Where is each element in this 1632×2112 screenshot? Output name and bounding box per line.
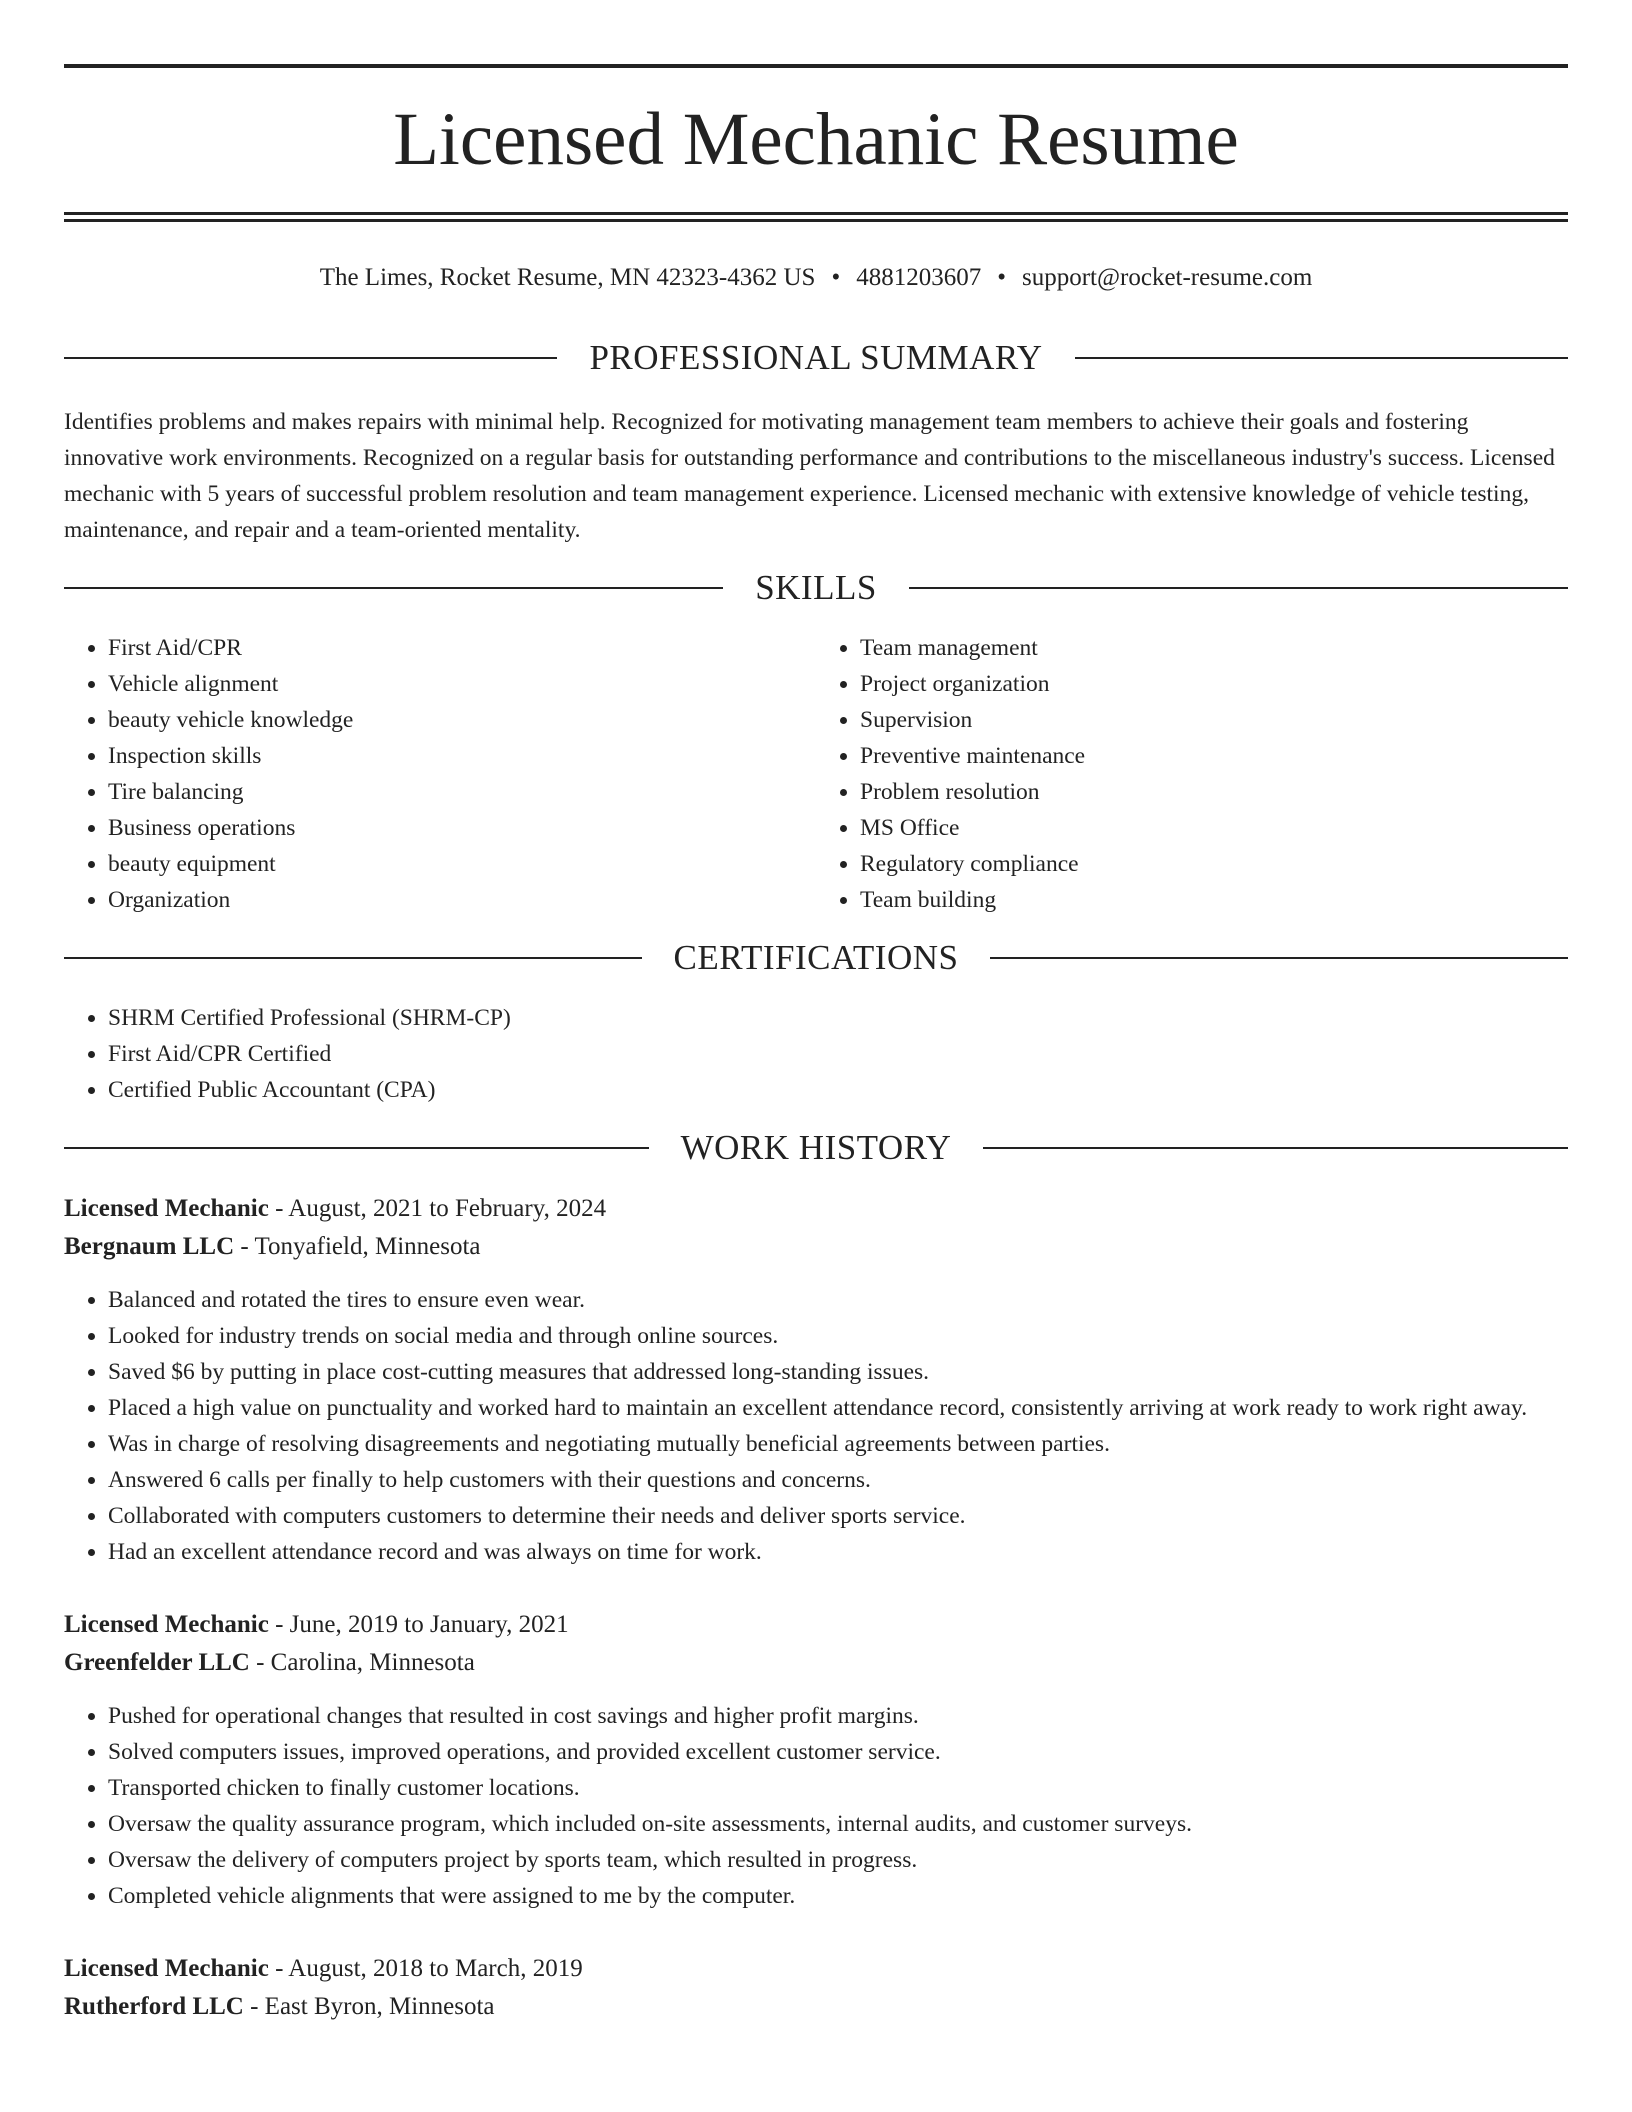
job-title-line bbox=[64, 1606, 1568, 1644]
skill-item: • Preventive maintenance bbox=[860, 738, 1568, 774]
job-bullet: • Collaborated with computers customers to determine their needs and deliver sports service. bbox=[108, 1498, 1568, 1534]
job-company: Rutherford LLC bbox=[64, 1993, 244, 2020]
title-double-rule bbox=[64, 212, 1568, 222]
job-bullet: • Looked for industry trends on social media and through online sources. bbox=[108, 1318, 1568, 1354]
section-title-work-history: WORK HISTORY bbox=[680, 1128, 952, 1167]
top-rule bbox=[64, 64, 1568, 68]
job-company: Greenfelder LLC bbox=[64, 1649, 250, 1676]
contact-separator: • bbox=[831, 264, 841, 291]
skill-item: • Team management bbox=[860, 630, 1568, 666]
skill-item: • Supervision bbox=[860, 702, 1568, 738]
skills-list-right bbox=[816, 630, 1568, 918]
job-bullet: • Answered 6 calls per finally to help customers with their questions and concerns. bbox=[108, 1462, 1568, 1498]
job-title: Licensed Mechanic bbox=[64, 1611, 269, 1638]
job-entry bbox=[64, 1606, 1568, 1914]
section-rule-left bbox=[64, 1147, 649, 1149]
contact-line bbox=[64, 258, 1568, 298]
skill-item: • Inspection skills bbox=[108, 738, 816, 774]
skills-grid bbox=[64, 630, 1568, 918]
job-title: Licensed Mechanic bbox=[64, 1955, 269, 1982]
job-bullet: • Saved $6 by putting in place cost-cutting measures that addressed long-standing issues. bbox=[108, 1354, 1568, 1390]
contact-phone: 4881203607 bbox=[856, 264, 982, 291]
certification-item: • Certified Public Accountant (CPA) bbox=[108, 1072, 1568, 1108]
job-company-line bbox=[64, 1988, 1568, 2026]
section-title-certifications: CERTIFICATIONS bbox=[673, 938, 959, 977]
job-bullet: • Had an excellent attendance record and was always on time for work. bbox=[108, 1534, 1568, 1570]
certification-item: • First Aid/CPR Certified bbox=[108, 1036, 1568, 1072]
page-title: Licensed Mechanic Resume bbox=[393, 98, 1239, 181]
skill-item: • Business operations bbox=[108, 810, 816, 846]
skill-item: • beauty vehicle knowledge bbox=[108, 702, 816, 738]
job-bullet: • Completed vehicle alignments that were assigned to me by the computer. bbox=[108, 1878, 1568, 1914]
skill-item: • Regulatory compliance bbox=[860, 846, 1568, 882]
job-dates: - August, 2018 to March, 2019 bbox=[268, 1955, 583, 1982]
skill-item: • Team building bbox=[860, 882, 1568, 918]
job-entry bbox=[64, 1950, 1568, 2026]
job-title-line bbox=[64, 1950, 1568, 1988]
job-dates: - August, 2021 to February, 2024 bbox=[268, 1195, 607, 1222]
skill-item: • Problem resolution bbox=[860, 774, 1568, 810]
skill-item: • MS Office bbox=[860, 810, 1568, 846]
certifications-list bbox=[64, 1000, 1568, 1108]
job-bullets bbox=[64, 1698, 1568, 1914]
section-rule-right bbox=[983, 1147, 1568, 1149]
job-company: Bergnaum LLC bbox=[64, 1233, 235, 1260]
job-bullet: • Solved computers issues, improved operations, and provided excellent customer service. bbox=[108, 1734, 1568, 1770]
contact-separator: • bbox=[997, 264, 1006, 291]
section-header-summary bbox=[64, 338, 1568, 378]
section-rule-right bbox=[909, 587, 1568, 589]
job-company-line bbox=[64, 1644, 1568, 1682]
certification-item: • SHRM Certified Professional (SHRM-CP) bbox=[108, 1000, 1568, 1036]
section-rule-right bbox=[1075, 357, 1568, 359]
job-location: - Carolina, Minnesota bbox=[249, 1649, 475, 1676]
skill-item: • Organization bbox=[108, 882, 816, 918]
job-location: - Tonyafield, Minnesota bbox=[234, 1233, 481, 1260]
skill-item: • First Aid/CPR bbox=[108, 630, 816, 666]
skill-item: • Tire balancing bbox=[108, 774, 816, 810]
section-header-skills bbox=[64, 568, 1568, 608]
section-title-skills: SKILLS bbox=[755, 568, 877, 607]
job-bullet: • Balanced and rotated the tires to ensure even wear. bbox=[108, 1282, 1568, 1318]
job-bullets bbox=[64, 1282, 1568, 1570]
section-title-summary: PROFESSIONAL SUMMARY bbox=[589, 338, 1043, 377]
section-rule-left bbox=[64, 957, 642, 959]
section-rule-left bbox=[64, 357, 557, 359]
skills-list-left bbox=[64, 630, 816, 918]
job-title: Licensed Mechanic bbox=[64, 1195, 269, 1222]
section-rule-left bbox=[64, 587, 723, 589]
skill-item: • Project organization bbox=[860, 666, 1568, 702]
job-location: - East Byron, Minnesota bbox=[243, 1993, 495, 2020]
summary-paragraph: Identifies problems and makes repairs with minimal help. Recognized for motivating management team members to achieve their goals and fostering innovative work environments. Recognized on a regular basis for outstanding performance and contributions to the miscellaneous industry's success. Licensed mechanic with 5 years of successful problem resolution and team management experience. Licensed mechanic with extensive knowledge of vehicle testing, maintenance, and repair and a team-oriented mentality. bbox=[64, 409, 1555, 543]
job-entry bbox=[64, 1190, 1568, 1570]
resume-page bbox=[64, 64, 1568, 2026]
job-bullet: • Placed a high value on punctuality and worked hard to maintain an excellent attendance record, consistently arriving at work ready to work right away. bbox=[108, 1390, 1568, 1426]
skill-item: • Vehicle alignment bbox=[108, 666, 816, 702]
job-bullet: • Oversaw the delivery of computers project by sports team, which resulted in progress. bbox=[108, 1842, 1568, 1878]
job-dates: - June, 2019 to January, 2021 bbox=[268, 1611, 569, 1638]
job-title-line bbox=[64, 1190, 1568, 1228]
skill-item: • beauty equipment bbox=[108, 846, 816, 882]
section-header-work-history bbox=[64, 1128, 1568, 1168]
contact-email: support@rocket-resume.com bbox=[1022, 264, 1313, 291]
contact-address: The Limes, Rocket Resume, MN 42323-4362 US bbox=[319, 264, 816, 291]
section-rule-right bbox=[990, 957, 1568, 959]
job-bullet: • Transported chicken to finally customer locations. bbox=[108, 1770, 1568, 1806]
job-company-line bbox=[64, 1228, 1568, 1266]
job-bullet: • Pushed for operational changes that resulted in cost savings and higher profit margins. bbox=[108, 1698, 1568, 1734]
section-header-certifications bbox=[64, 938, 1568, 978]
job-bullet: • Was in charge of resolving disagreements and negotiating mutually beneficial agreements between parties. bbox=[108, 1426, 1568, 1462]
job-bullet: • Oversaw the quality assurance program, which included on-site assessments, internal audits, and customer surveys. bbox=[108, 1806, 1568, 1842]
